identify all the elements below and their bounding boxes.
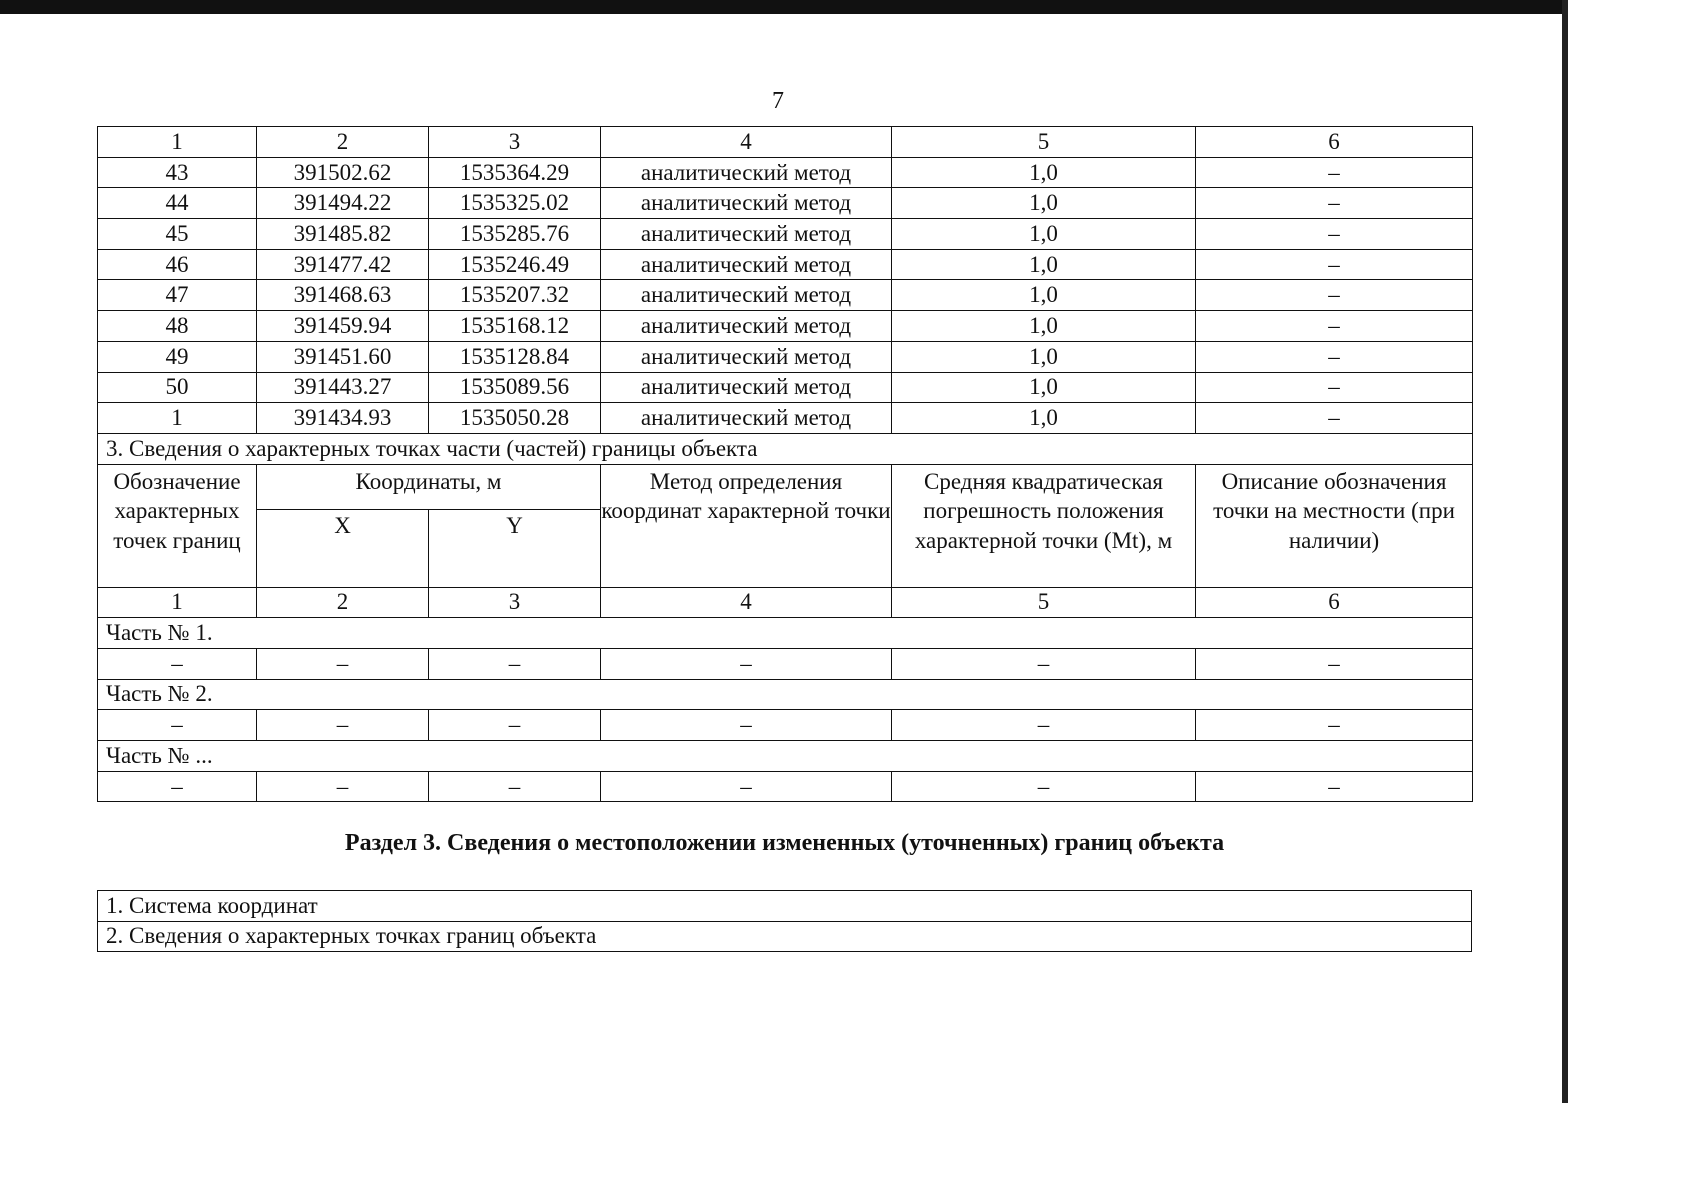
column-number: 3 bbox=[429, 587, 601, 618]
y-coordinate-cell: 1535168.12 bbox=[429, 311, 601, 342]
point-number-cell: 48 bbox=[98, 311, 257, 342]
method-cell: аналитический метод bbox=[601, 311, 892, 342]
y-coordinate-cell: 1535089.56 bbox=[429, 372, 601, 403]
method-cell: аналитический метод bbox=[601, 249, 892, 280]
column-number: 5 bbox=[892, 587, 1196, 618]
point-number-cell: 49 bbox=[98, 341, 257, 372]
scan-right-border bbox=[1562, 0, 1568, 1103]
part-cell: – bbox=[892, 648, 1196, 679]
coordinate-system-cell: 1. Система координат bbox=[98, 891, 1472, 922]
header-method: Метод определения координат характерной точки bbox=[601, 464, 892, 587]
boundary-point-row bbox=[98, 311, 1473, 342]
boundary-point-row bbox=[98, 403, 1473, 434]
point-number-cell: 43 bbox=[98, 157, 257, 188]
part-cell: – bbox=[601, 648, 892, 679]
description-cell: – bbox=[1196, 157, 1473, 188]
part-label-row bbox=[98, 618, 1473, 649]
point-number-cell: 45 bbox=[98, 219, 257, 250]
part-cell: – bbox=[257, 710, 429, 741]
mt-cell: 1,0 bbox=[892, 311, 1196, 342]
section-3-row bbox=[98, 921, 1472, 952]
method-cell: аналитический метод bbox=[601, 403, 892, 434]
description-cell: – bbox=[1196, 341, 1473, 372]
header-description: Описание обозначения точки на местности (при наличии) bbox=[1196, 464, 1473, 587]
mt-cell: 1,0 bbox=[892, 280, 1196, 311]
part-cell: – bbox=[892, 771, 1196, 802]
column-number: 2 bbox=[257, 127, 429, 158]
parts-section-title-row bbox=[98, 433, 1473, 464]
y-coordinate-cell: 1535207.32 bbox=[429, 280, 601, 311]
boundary-point-row bbox=[98, 157, 1473, 188]
x-coordinate-cell: 391443.27 bbox=[257, 372, 429, 403]
mt-cell: 1,0 bbox=[892, 403, 1196, 434]
section-3-heading: Раздел 3. Сведения о местоположении измененных (уточненных) границ объекта bbox=[344, 830, 1225, 856]
column-number: 6 bbox=[1196, 127, 1473, 158]
mt-cell: 1,0 bbox=[892, 372, 1196, 403]
header-row bbox=[98, 464, 1473, 509]
y-coordinate-cell: 1535050.28 bbox=[429, 403, 601, 434]
y-coordinate-cell: 1535325.02 bbox=[429, 188, 601, 219]
part-cell: – bbox=[601, 771, 892, 802]
section-3-row bbox=[98, 891, 1472, 922]
column-number: 2 bbox=[257, 587, 429, 618]
boundary-point-row bbox=[98, 249, 1473, 280]
header-mt: Средняя квадратическая погрешность положения характерной точки (Mt), м bbox=[892, 464, 1196, 587]
description-cell: – bbox=[1196, 188, 1473, 219]
part-cell: – bbox=[429, 710, 601, 741]
column-number: 1 bbox=[98, 587, 257, 618]
mt-cell: 1,0 bbox=[892, 249, 1196, 280]
parts-body bbox=[98, 618, 1473, 802]
part-cell: – bbox=[98, 771, 257, 802]
part-cell: – bbox=[257, 771, 429, 802]
header-designation: Обозначение характерных точек границ bbox=[98, 464, 257, 587]
mt-cell: 1,0 bbox=[892, 341, 1196, 372]
column-number-row bbox=[98, 127, 1473, 158]
boundary-points-info-cell: 2. Сведения о характерных точках границ объекта bbox=[98, 921, 1472, 952]
description-cell: – bbox=[1196, 280, 1473, 311]
part-data-row bbox=[98, 771, 1473, 802]
point-number-cell: 47 bbox=[98, 280, 257, 311]
column-number: 4 bbox=[601, 587, 892, 618]
part-cell: – bbox=[1196, 648, 1473, 679]
part-cell: – bbox=[98, 710, 257, 741]
boundary-point-row bbox=[98, 341, 1473, 372]
part-cell: – bbox=[1196, 771, 1473, 802]
part-cell: – bbox=[892, 710, 1196, 741]
mt-cell: 1,0 bbox=[892, 188, 1196, 219]
method-cell: аналитический метод bbox=[601, 219, 892, 250]
part-cell: – bbox=[429, 771, 601, 802]
part-data-row bbox=[98, 710, 1473, 741]
method-cell: аналитический метод bbox=[601, 372, 892, 403]
part-cell: – bbox=[1196, 710, 1473, 741]
method-cell: аналитический метод bbox=[601, 341, 892, 372]
y-coordinate-cell: 1535246.49 bbox=[429, 249, 601, 280]
x-coordinate-cell: 391468.63 bbox=[257, 280, 429, 311]
x-coordinate-cell: 391502.62 bbox=[257, 157, 429, 188]
description-cell: – bbox=[1196, 403, 1473, 434]
description-cell: – bbox=[1196, 249, 1473, 280]
boundary-point-row bbox=[98, 280, 1473, 311]
method-cell: аналитический метод bbox=[601, 188, 892, 219]
header-x: X bbox=[257, 509, 429, 587]
method-cell: аналитический метод bbox=[601, 157, 892, 188]
part-cell: – bbox=[429, 648, 601, 679]
part-cell: – bbox=[601, 710, 892, 741]
point-number-cell: 46 bbox=[98, 249, 257, 280]
page-number: 7 bbox=[772, 88, 784, 114]
boundary-points-table bbox=[97, 126, 1473, 802]
column-number: 1 bbox=[98, 127, 257, 158]
part-label: Часть № 2. bbox=[98, 679, 1473, 710]
point-number-cell: 50 bbox=[98, 372, 257, 403]
column-number: 6 bbox=[1196, 587, 1473, 618]
x-coordinate-cell: 391477.42 bbox=[257, 249, 429, 280]
column-number: 3 bbox=[429, 127, 601, 158]
x-coordinate-cell: 391451.60 bbox=[257, 341, 429, 372]
boundary-point-row bbox=[98, 372, 1473, 403]
boundary-points-body bbox=[98, 157, 1473, 433]
x-coordinate-cell: 391485.82 bbox=[257, 219, 429, 250]
part-label: Часть № ... bbox=[98, 741, 1473, 772]
part-label: Часть № 1. bbox=[98, 618, 1473, 649]
point-number-cell: 1 bbox=[98, 403, 257, 434]
y-coordinate-cell: 1535285.76 bbox=[429, 219, 601, 250]
description-cell: – bbox=[1196, 219, 1473, 250]
header-coordinates: Координаты, м bbox=[257, 464, 601, 509]
boundary-point-row bbox=[98, 219, 1473, 250]
x-coordinate-cell: 391434.93 bbox=[257, 403, 429, 434]
boundary-point-row bbox=[98, 188, 1473, 219]
y-coordinate-cell: 1535364.29 bbox=[429, 157, 601, 188]
part-label-row bbox=[98, 679, 1473, 710]
column-number-row bbox=[98, 587, 1473, 618]
x-coordinate-cell: 391459.94 bbox=[257, 311, 429, 342]
description-cell: – bbox=[1196, 311, 1473, 342]
y-coordinate-cell: 1535128.84 bbox=[429, 341, 601, 372]
mt-cell: 1,0 bbox=[892, 157, 1196, 188]
method-cell: аналитический метод bbox=[601, 280, 892, 311]
description-cell: – bbox=[1196, 372, 1473, 403]
parts-section-title: 3. Сведения о характерных точках части (частей) границы объекта bbox=[98, 433, 1473, 464]
section-3-table bbox=[97, 890, 1472, 952]
part-label-row bbox=[98, 741, 1473, 772]
header-y: Y bbox=[429, 509, 601, 587]
part-data-row bbox=[98, 648, 1473, 679]
part-cell: – bbox=[98, 648, 257, 679]
column-number: 4 bbox=[601, 127, 892, 158]
x-coordinate-cell: 391494.22 bbox=[257, 188, 429, 219]
point-number-cell: 44 bbox=[98, 188, 257, 219]
column-number: 5 bbox=[892, 127, 1196, 158]
mt-cell: 1,0 bbox=[892, 219, 1196, 250]
part-cell: – bbox=[257, 648, 429, 679]
scan-top-border bbox=[0, 0, 1568, 14]
